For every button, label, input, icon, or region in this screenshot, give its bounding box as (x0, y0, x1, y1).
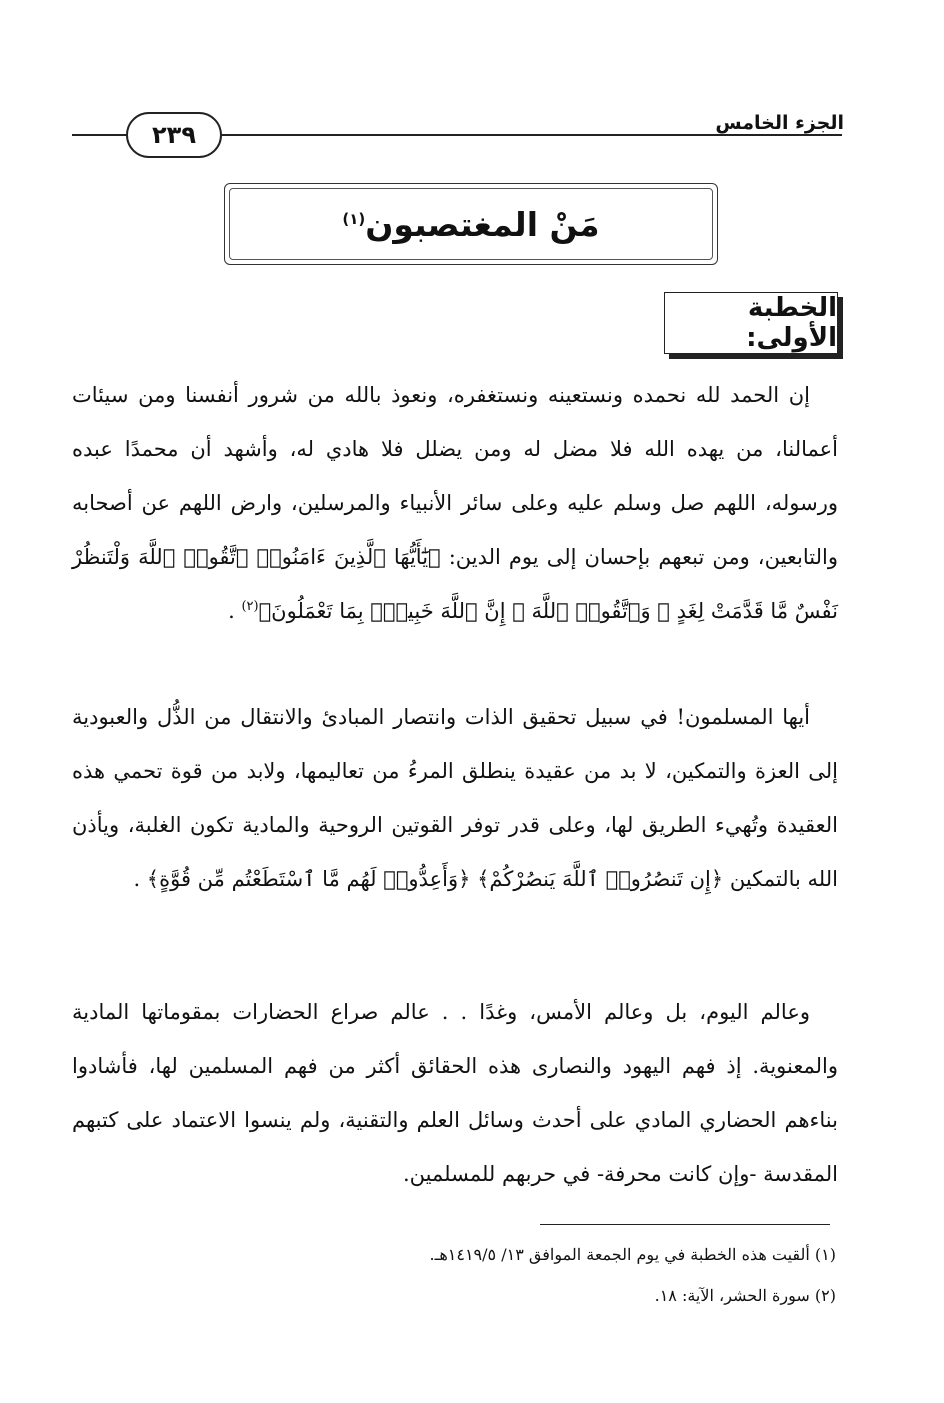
footnote-rule (540, 1224, 830, 1225)
chapter-title-text: مَنْ المغتصبون (365, 204, 600, 244)
title-frame (224, 183, 718, 265)
paragraph-1-end: . (228, 599, 235, 623)
page-number: ٢٣٩ (152, 121, 196, 149)
chapter-title (342, 205, 599, 244)
footnote-2: (٢) سورة الحشر، الآية: ١٨. (654, 1286, 836, 1305)
paragraph-2 (72, 690, 838, 906)
paragraph-3-text: وعالم اليوم، بل وعالم الأمس، وغدًا . . عالم صراع الحضارات بمقوماتها المادية والمعنوية. إذ فهم اليهود والنصارى هذه الحقائق أكثر من فهم المسلمين لها، فأشادوا بناءهم الحضاري المادي على أحدث وسائل العلم والتقنية، ولم ينسوا الاعتماد على كتبهم المقدسة -وإن كانت محرفة- في حربهم للمسلمين. (72, 1000, 838, 1186)
paragraph-3 (72, 985, 838, 1201)
title-footnote-marker[interactable]: (١) (342, 209, 366, 228)
section-label: الخطبة الأولى: (746, 293, 837, 353)
paragraph-1-footnote-marker[interactable]: (٢) (241, 599, 259, 614)
paragraph-2-text: أيها المسلمون! في سبيل تحقيق الذات وانتصار المبادئ والانتقال من الذُّل والعبودية إلى العزة والتمكين، لا بد من عقيدة ينطلق المرءُ من تعاليمها، ولابد من قوة تحمي هذه العقيدة وتُهيء الطريق لها، وعلى قدر توفر القوتين الروحية والمادية تكون الغلبة، ويأذن الله بالتمكين ﴿إِن تَنصُرُوا۟ ٱللَّهَ يَنصُرْكُمْ﴾ ﴿وَأَعِدُّوا۟ لَهُم مَّا ٱسْتَطَعْتُم مِّن قُوَّةٍ﴾ . (72, 705, 838, 891)
page-number-badge (126, 112, 222, 158)
paragraph-1-text: إن الحمد لله نحمده ونستعينه ونستغفره، ونعوذ بالله من شرور أنفسنا ومن سيئات أعمالنا، من يهده الله فلا مضل له ومن يضلل فلا هادي له، وأشهد أن محمدًا عبده ورسوله، اللهم صل وسلم عليه وعلى سائر الأنبياء والمرسلين، وارض اللهم عن أصحابه والتابعين، ومن تبعهم بإحسان إلى يوم الدين: ﴿يَٰٓأَيُّهَا ٱلَّذِينَ ءَامَنُوا۟ ٱتَّقُوا۟ ٱللَّهَ وَلْتَنظُرْ نَفْسٌ مَّا قَدَّمَتْ لِغَدٍ ۖ وَٱتَّقُوا۟ ٱللَّهَ ۚ إِنَّ ٱللَّهَ خَبِيرٌۢ بِمَا تَعْمَلُونَ﴾ (72, 383, 838, 623)
section-label-box (664, 292, 838, 354)
running-head: الجزء الخامس (709, 112, 844, 134)
footnote-1: (١) ألقيت هذه الخطبة في يوم الجمعة الموافق ١٣/ ١٤١٩/٥هـ. (429, 1245, 836, 1264)
paragraph-1 (72, 368, 838, 638)
